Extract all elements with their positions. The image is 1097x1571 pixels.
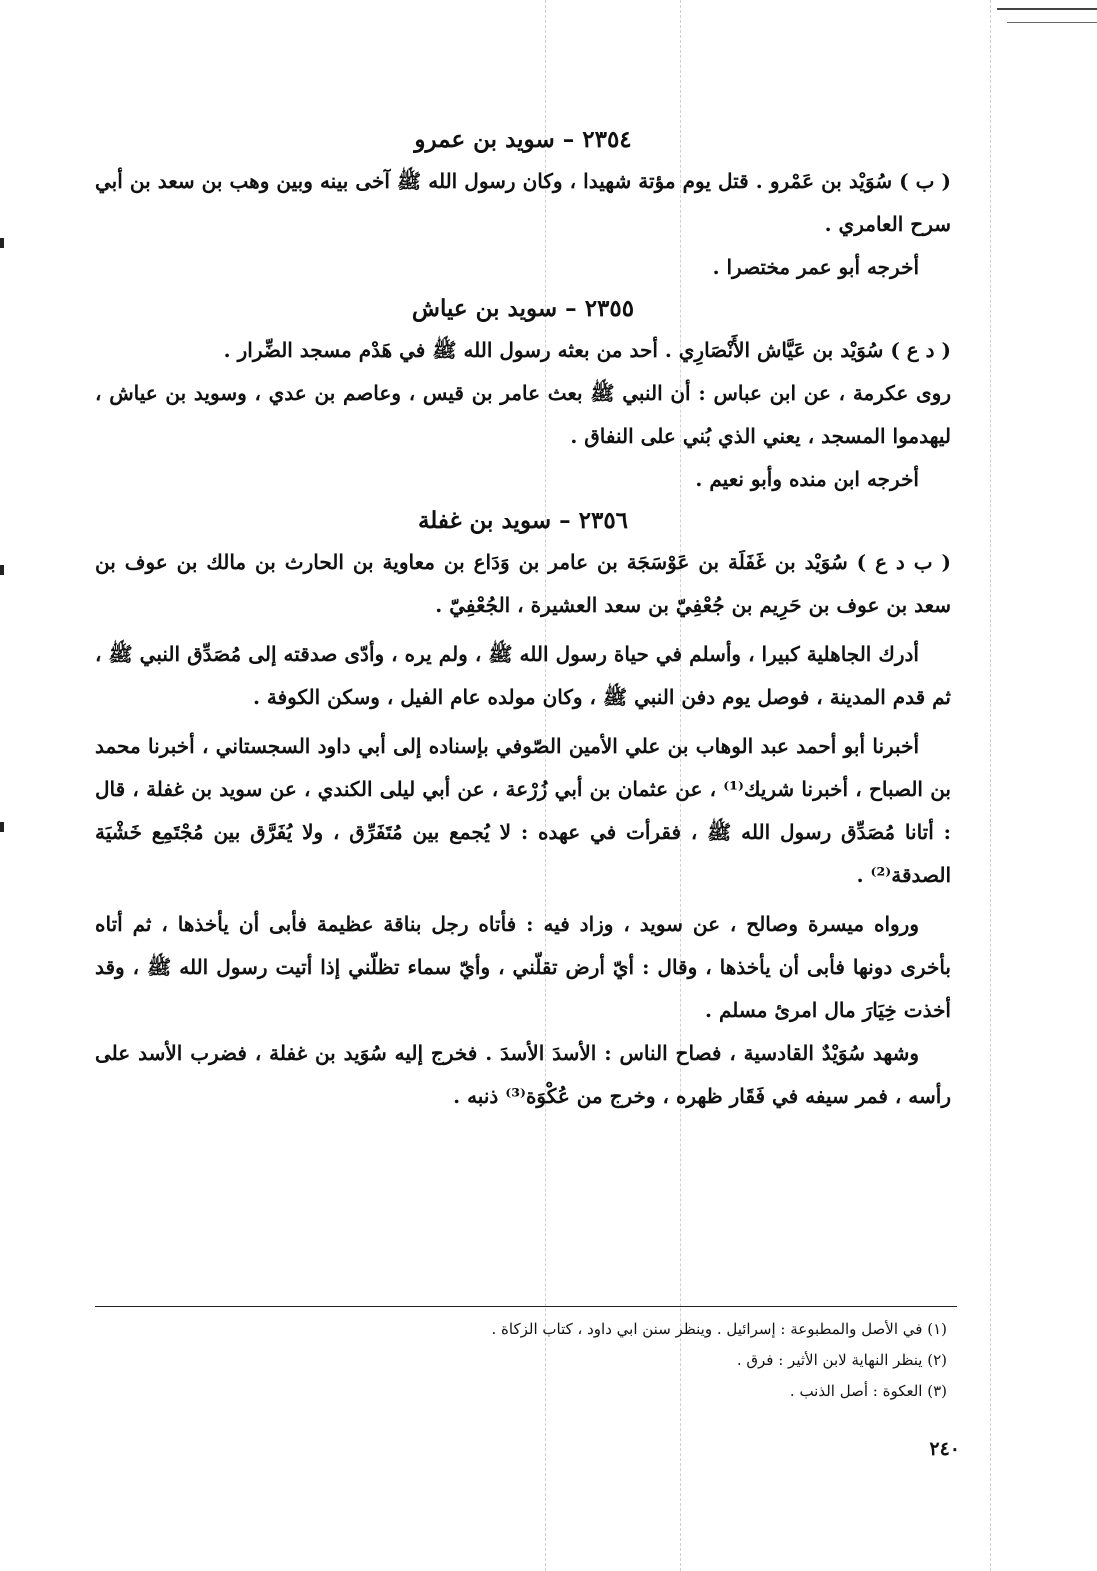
scan-edge-mark <box>997 8 1097 10</box>
footnote: (١) في الأصل والمطبوعة : إسرائيل . وينظر سنن ابي داود ، كتاب الزكاة . <box>491 1320 947 1338</box>
footnotes <box>247 1314 947 1407</box>
entry-paragraph: روى عكرمة ، عن ابن عباس : أن النبي ﷺ بعث عامر بن قيس ، وعاصم بن عدي ، وسويد بن عياش ، ليهدموا المسجد ، يعني الذي بُني على النفاق . <box>95 381 951 448</box>
entry-paragraph: أخبرنا أبو أحمد عبد الوهاب بن علي الأمين الصّوفي بإسناده إلى أبي داود السجستاني ، أخبرنا محمد بن الصباح ، أخبرنا شريك⁽¹⁾ ، عن عثمان بن أبي زُرْعة ، عن أبي ليلى الكندي ، عن سويد بن غفلة ، قال : أتانا مُصَدِّق رسول الله ﷺ ، فقرأت في عهده : لا يُجمع بين مُتَفَرِّق ، ولا يُفَرَّق بين مُجْتَمِع خَشْيَة الصدقة⁽²⁾ . <box>95 734 951 887</box>
margin-mark <box>0 822 4 832</box>
main-text <box>95 120 951 1118</box>
margin-mark <box>0 565 4 575</box>
entry-paragraph: ورواه ميسرة وصالح ، عن سويد ، وزاد فيه : فأتاه رجل بناقة عظيمة فأبى أن يأخذها ، ثم أتاه بأخرى دونها فأبى أن يأخذها ، وقال : أيّ أرض تقلّني ، وأيّ سماء تظلّني إذا أتيت رسول الله ﷺ ، وقد أخذت خِيَارَ مال امرئ مسلم . <box>95 912 951 1022</box>
footnote-separator <box>95 1306 957 1307</box>
entry-paragraph: أدرك الجاهلية كبيرا ، وأسلم في حياة رسول الله ﷺ ، ولم يره ، وأدّى صدقته إلى مُصَدِّق النبي ﷺ ، ثم قدم المدينة ، فوصل يوم دفن النبي ﷺ ، وكان مولده عام الفيل ، وسكن الكوفة . <box>95 642 951 709</box>
entry-paragraph: ( د ع ) سُوَيْد بن عَيَّاش الأَنْصَارِي . أحد من بعثه رسول الله ﷺ في هَدْم مسجد الضِّرار . <box>223 338 951 362</box>
footnote: (٢) ينظر النهاية لابن الأثير : فرق . <box>736 1351 947 1369</box>
scan-fold-line <box>990 0 991 1571</box>
entry-heading: ٢٣٥٤ – سويد بن عمرو <box>414 126 632 153</box>
page-number: ٢٤٠ <box>929 1438 960 1460</box>
margin-mark <box>0 238 4 248</box>
entry-paragraph: ( ب د ع ) سُوَيْد بن غَفَلَة بن عَوْسَجَة بن عامر بن وَدَاع بن معاوية بن الحارث بن مالك بن عوف بن سعد بن عوف بن حَرِيم بن جُعْفِيّ بن سعد العشيرة ، الجُعْفِيّ . <box>95 550 951 617</box>
entry-paragraph: أخرجه أبو عمر مختصرا . <box>712 255 919 279</box>
entry-paragraph: أخرجه ابن منده وأبو نعيم . <box>695 467 919 491</box>
entry-paragraph: وشهد سُوَيْدٌ القادسية ، فصاح الناس : الأسدَ الأسدَ . فخرج إليه سُوَيد بن غفلة ، فضرب الأسد على رأسه ، فمر سيفه في فَقَار ظهره ، وخرج من عُكْوَة⁽³⁾ ذنبه . <box>95 1041 951 1108</box>
footnote: (٣) العكوة : أصل الذنب . <box>789 1382 947 1400</box>
scan-edge-mark <box>1007 22 1097 23</box>
entry-heading: ٢٣٥٦ – سويد بن غفلة <box>417 507 629 534</box>
entry-paragraph: ( ب ) سُوَيْد بن عَمْرو . قتل يوم مؤتة شهيدا ، وكان رسول الله ﷺ آخى بينه وبين وهب بن سعد بن أبي سرح العامري . <box>95 169 951 236</box>
entry-heading: ٢٣٥٥ – سويد بن عياش <box>411 295 635 322</box>
